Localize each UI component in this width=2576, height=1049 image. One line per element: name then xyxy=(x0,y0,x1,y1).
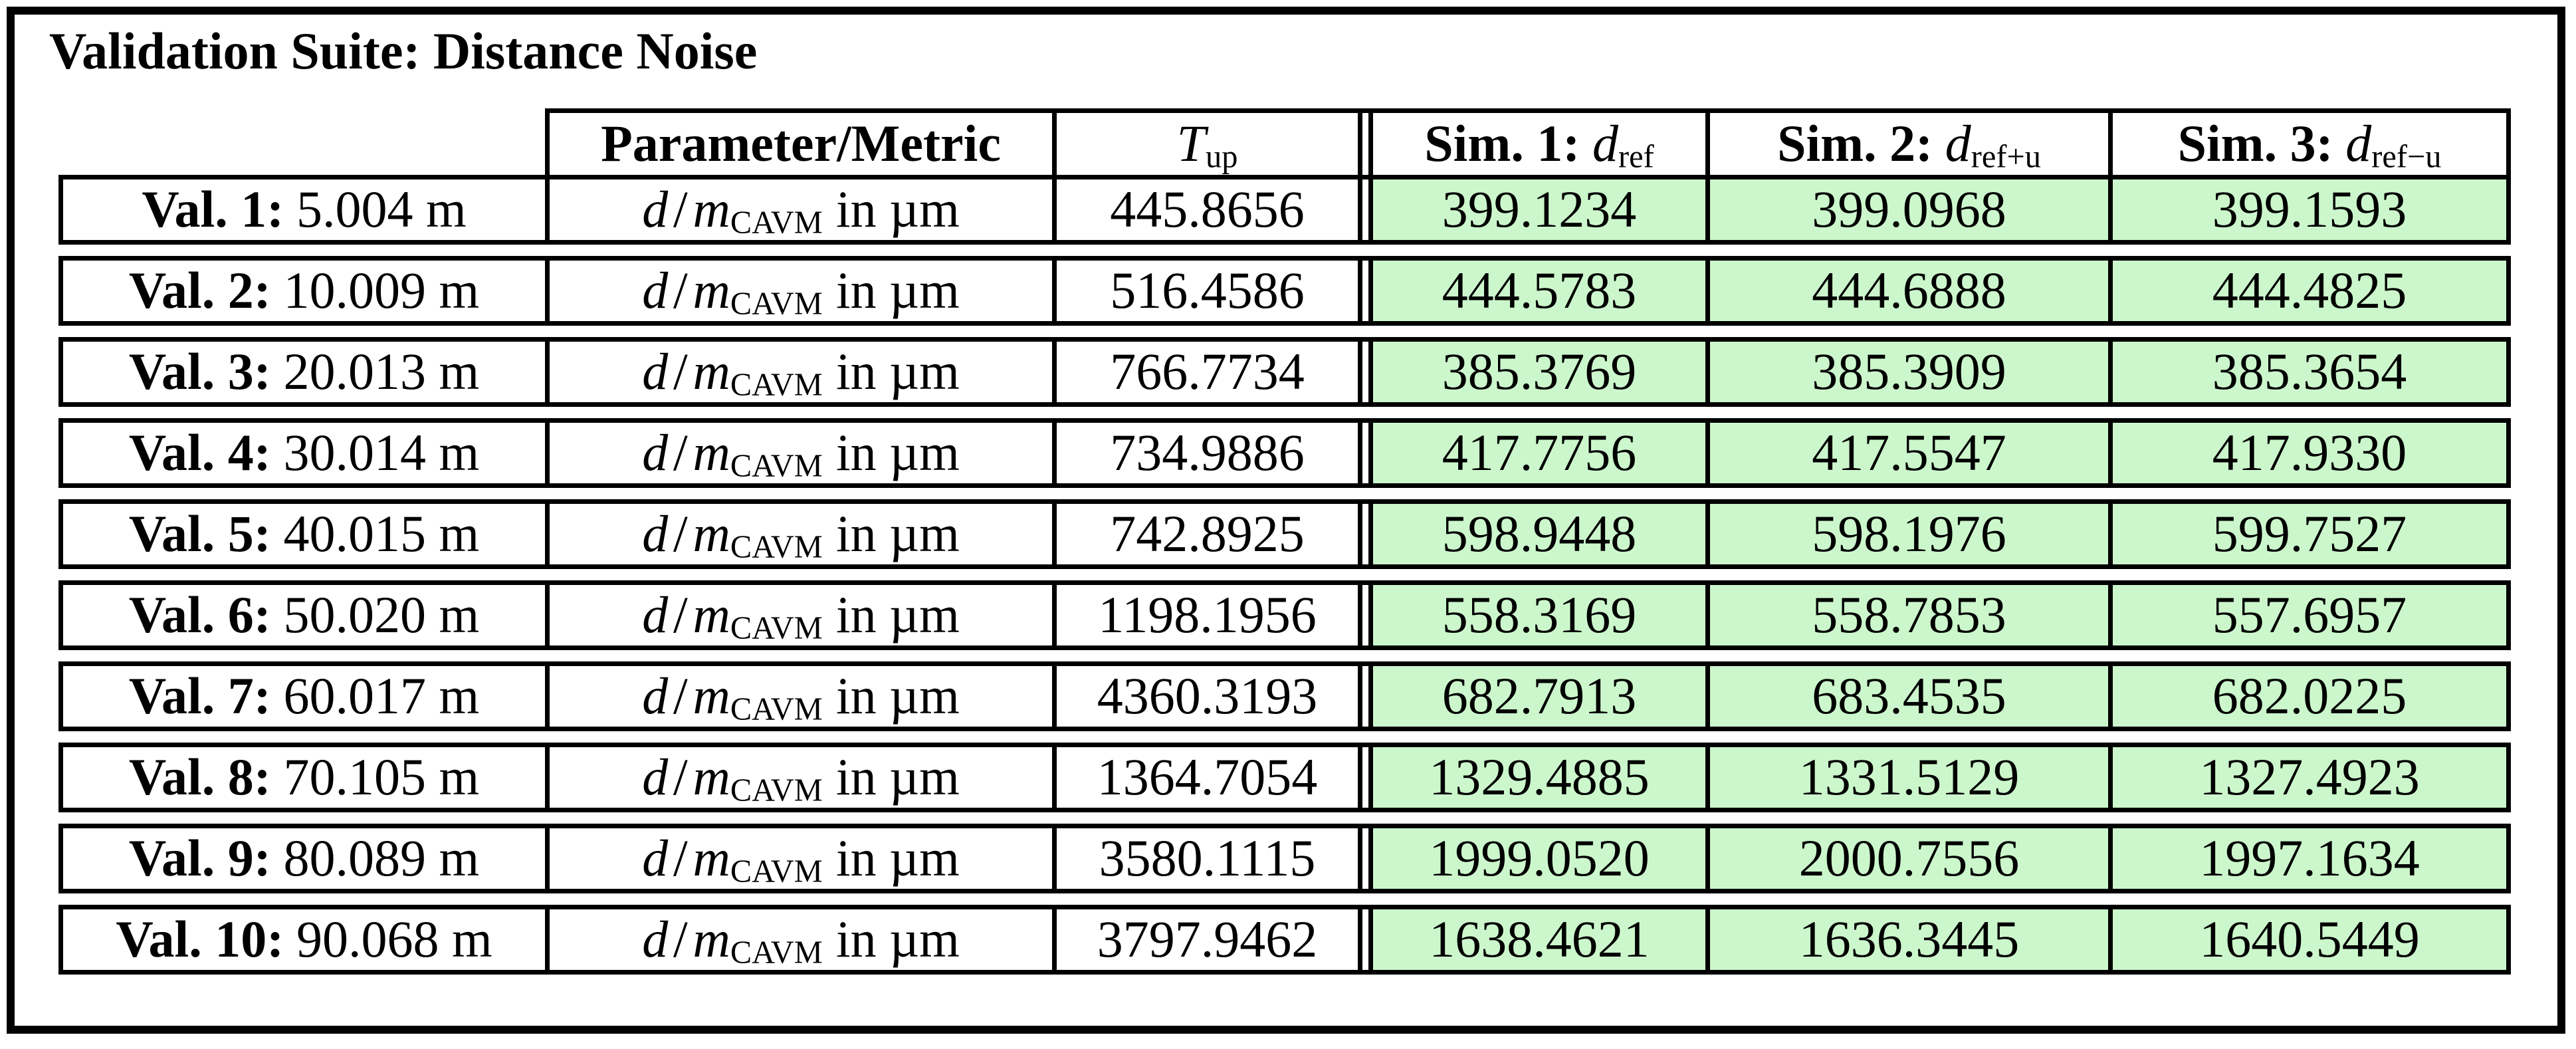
sim-2-symbol: d xyxy=(1945,114,1971,172)
t-up-value: 445.8656 xyxy=(1057,179,1362,240)
metric-unit: in µm xyxy=(835,180,960,238)
metric-slash: / xyxy=(673,586,688,643)
val-label: Val. 6: xyxy=(128,586,271,643)
metric-cavm-subscript: CAVM xyxy=(730,367,823,403)
sim2-value: 598.1976 xyxy=(1710,504,2113,564)
sim1-value: 1999.0520 xyxy=(1368,828,1710,889)
sim3-value: 1327.4923 xyxy=(2113,747,2506,808)
metric-d-symbol: d xyxy=(642,505,669,562)
metric-slash: / xyxy=(673,910,688,968)
double-rule-gap xyxy=(1362,747,1368,808)
val-distance: 10.009 m xyxy=(283,261,480,319)
metric-m-symbol: m xyxy=(693,748,730,806)
sim1-value: 1329.4885 xyxy=(1368,747,1710,808)
sim-3-symbol: d xyxy=(2345,114,2372,172)
val-label: Val. 10: xyxy=(116,910,284,968)
sim3-value: 1640.5449 xyxy=(2113,909,2506,970)
sim-1-symbol: d xyxy=(1592,114,1619,172)
metric-d-symbol: d xyxy=(642,423,669,481)
metric-unit: in µm xyxy=(835,748,960,806)
metric-cell xyxy=(550,585,1057,645)
table-row xyxy=(58,905,2511,975)
header-sim-3 xyxy=(2113,113,2506,175)
sim3-value: 557.6957 xyxy=(2113,585,2506,645)
table-row xyxy=(58,580,2511,650)
metric-d-symbol: d xyxy=(642,180,669,238)
sim1-value: 399.1234 xyxy=(1368,179,1710,240)
val-cell xyxy=(63,504,550,564)
val-distance: 90.068 m xyxy=(296,910,492,968)
table-row xyxy=(58,661,2511,731)
sim1-value: 385.3769 xyxy=(1368,342,1710,402)
sim3-value: 682.0225 xyxy=(2113,666,2506,727)
table-row xyxy=(58,175,2511,245)
sim1-value: 444.5783 xyxy=(1368,261,1710,321)
sim3-value: 399.1593 xyxy=(2113,179,2506,240)
val-label: Val. 2: xyxy=(128,261,271,319)
val-cell xyxy=(63,179,550,240)
sim-3-subscript: ref−u xyxy=(2371,139,2442,175)
metric-cavm-subscript: CAVM xyxy=(730,205,823,241)
metric-slash: / xyxy=(673,748,688,806)
double-rule-gap xyxy=(1362,585,1368,645)
t-up-value: 742.8925 xyxy=(1057,504,1362,564)
metric-unit: in µm xyxy=(835,667,960,725)
table-row xyxy=(58,418,2511,488)
val-label: Val. 9: xyxy=(128,829,271,887)
metric-d-symbol: d xyxy=(642,342,669,400)
sim3-value: 599.7527 xyxy=(2113,504,2506,564)
metric-cell xyxy=(550,423,1057,483)
metric-m-symbol: m xyxy=(693,667,730,725)
metric-cavm-subscript: CAVM xyxy=(730,286,823,322)
table-row xyxy=(58,499,2511,569)
metric-unit: in µm xyxy=(835,829,960,887)
sim3-value: 444.4825 xyxy=(2113,261,2506,321)
table-header-row xyxy=(545,108,2511,179)
metric-d-symbol: d xyxy=(642,667,669,725)
val-distance: 30.014 m xyxy=(283,423,480,481)
sim2-value: 2000.7556 xyxy=(1710,828,2113,889)
metric-slash: / xyxy=(673,667,688,725)
val-label: Val. 5: xyxy=(128,505,271,562)
val-label: Val. 1: xyxy=(142,180,284,238)
metric-cell xyxy=(550,504,1057,564)
double-rule-gap xyxy=(1362,504,1368,564)
val-cell xyxy=(63,423,550,483)
t-up-value: 516.4586 xyxy=(1057,261,1362,321)
metric-m-symbol: m xyxy=(693,261,730,319)
header-sim-1 xyxy=(1368,113,1710,175)
metric-cell xyxy=(550,828,1057,889)
table-row xyxy=(58,743,2511,812)
val-distance: 60.017 m xyxy=(283,667,480,725)
t-up-value: 734.9886 xyxy=(1057,423,1362,483)
sim2-value: 683.4535 xyxy=(1710,666,2113,727)
metric-d-symbol: d xyxy=(642,748,669,806)
t-up-subscript: up xyxy=(1206,139,1238,175)
val-cell xyxy=(63,909,550,970)
metric-unit: in µm xyxy=(835,261,960,319)
metric-d-symbol: d xyxy=(642,910,669,968)
val-distance: 50.020 m xyxy=(283,586,480,643)
metric-unit: in µm xyxy=(835,586,960,643)
sim1-value: 417.7756 xyxy=(1368,423,1710,483)
metric-d-symbol: d xyxy=(642,829,669,887)
val-distance: 5.004 m xyxy=(296,180,467,238)
t-up-symbol: T xyxy=(1176,114,1206,172)
metric-slash: / xyxy=(673,505,688,562)
metric-d-symbol: d xyxy=(642,586,669,643)
val-cell xyxy=(63,828,550,889)
metric-m-symbol: m xyxy=(693,829,730,887)
metric-m-symbol: m xyxy=(693,505,730,562)
metric-d-symbol: d xyxy=(642,261,669,319)
sim2-value: 385.3909 xyxy=(1710,342,2113,402)
metric-unit: in µm xyxy=(835,423,960,481)
metric-cell xyxy=(550,261,1057,321)
metric-cavm-subscript: CAVM xyxy=(730,610,823,646)
metric-m-symbol: m xyxy=(693,180,730,238)
sim-3-label: Sim. 3: xyxy=(2177,114,2333,172)
val-label: Val. 8: xyxy=(128,748,271,806)
sim1-value: 1638.4621 xyxy=(1368,909,1710,970)
t-up-value: 1364.7054 xyxy=(1057,747,1362,808)
metric-cavm-subscript: CAVM xyxy=(730,935,823,971)
double-rule-gap xyxy=(1362,423,1368,483)
sim3-value: 417.9330 xyxy=(2113,423,2506,483)
metric-cell xyxy=(550,747,1057,808)
sim-2-label: Sim. 2: xyxy=(1777,114,1933,172)
val-distance: 20.013 m xyxy=(283,342,480,400)
metric-cell xyxy=(550,909,1057,970)
t-up-value: 3580.1115 xyxy=(1057,828,1362,889)
metric-cell xyxy=(550,342,1057,402)
sim3-value: 1997.1634 xyxy=(2113,828,2506,889)
metric-m-symbol: m xyxy=(693,423,730,481)
sim3-value: 385.3654 xyxy=(2113,342,2506,402)
table-row xyxy=(58,256,2511,326)
header-sim-2 xyxy=(1710,113,2113,175)
sim2-value: 1331.5129 xyxy=(1710,747,2113,808)
figure-title: Validation Suite: Distance Noise xyxy=(49,22,758,80)
metric-slash: / xyxy=(673,261,688,319)
sim-1-subscript: ref xyxy=(1618,139,1654,175)
metric-cavm-subscript: CAVM xyxy=(730,691,823,727)
val-cell xyxy=(63,666,550,727)
val-distance: 80.089 m xyxy=(283,829,480,887)
val-distance: 70.105 m xyxy=(283,748,480,806)
sim2-value: 417.5547 xyxy=(1710,423,2113,483)
sim1-value: 598.9448 xyxy=(1368,504,1710,564)
sim2-value: 444.6888 xyxy=(1710,261,2113,321)
double-rule-gap xyxy=(1362,261,1368,321)
val-distance: 40.015 m xyxy=(283,505,480,562)
t-up-value: 3797.9462 xyxy=(1057,909,1362,970)
header-t-up xyxy=(1057,113,1362,175)
double-rule-gap xyxy=(1362,179,1368,240)
val-cell xyxy=(63,261,550,321)
val-cell xyxy=(63,342,550,402)
double-rule-gap xyxy=(1362,113,1368,175)
metric-unit: in µm xyxy=(835,505,960,562)
metric-unit: in µm xyxy=(835,910,960,968)
val-label: Val. 3: xyxy=(128,342,271,400)
sim2-value: 399.0968 xyxy=(1710,179,2113,240)
metric-cavm-subscript: CAVM xyxy=(730,772,823,808)
val-label: Val. 7: xyxy=(128,667,271,725)
sim1-value: 558.3169 xyxy=(1368,585,1710,645)
val-cell xyxy=(63,747,550,808)
metric-m-symbol: m xyxy=(693,342,730,400)
sim-2-subscript: ref+u xyxy=(1971,139,2041,175)
t-up-value: 766.7734 xyxy=(1057,342,1362,402)
metric-cavm-subscript: CAVM xyxy=(730,854,823,889)
double-rule-gap xyxy=(1362,666,1368,727)
double-rule-gap xyxy=(1362,909,1368,970)
val-label: Val. 4: xyxy=(128,423,271,481)
table-row xyxy=(58,337,2511,407)
metric-m-symbol: m xyxy=(693,910,730,968)
metric-cavm-subscript: CAVM xyxy=(730,448,823,484)
double-rule-gap xyxy=(1362,342,1368,402)
sim2-value: 558.7853 xyxy=(1710,585,2113,645)
table-row xyxy=(58,824,2511,893)
header-parameter-metric: Parameter/Metric xyxy=(550,113,1057,175)
val-cell xyxy=(63,585,550,645)
metric-slash: / xyxy=(673,829,688,887)
metric-slash: / xyxy=(673,180,688,238)
sim-1-label: Sim. 1: xyxy=(1424,114,1580,172)
metric-cavm-subscript: CAVM xyxy=(730,529,823,565)
sim1-value: 682.7913 xyxy=(1368,666,1710,727)
double-rule-gap xyxy=(1362,828,1368,889)
t-up-value: 1198.1956 xyxy=(1057,585,1362,645)
metric-slash: / xyxy=(673,342,688,400)
t-up-value: 4360.3193 xyxy=(1057,666,1362,727)
metric-slash: / xyxy=(673,423,688,481)
metric-cell xyxy=(550,666,1057,727)
metric-cell xyxy=(550,179,1057,240)
metric-unit: in µm xyxy=(835,342,960,400)
sim2-value: 1636.3445 xyxy=(1710,909,2113,970)
metric-m-symbol: m xyxy=(693,586,730,643)
